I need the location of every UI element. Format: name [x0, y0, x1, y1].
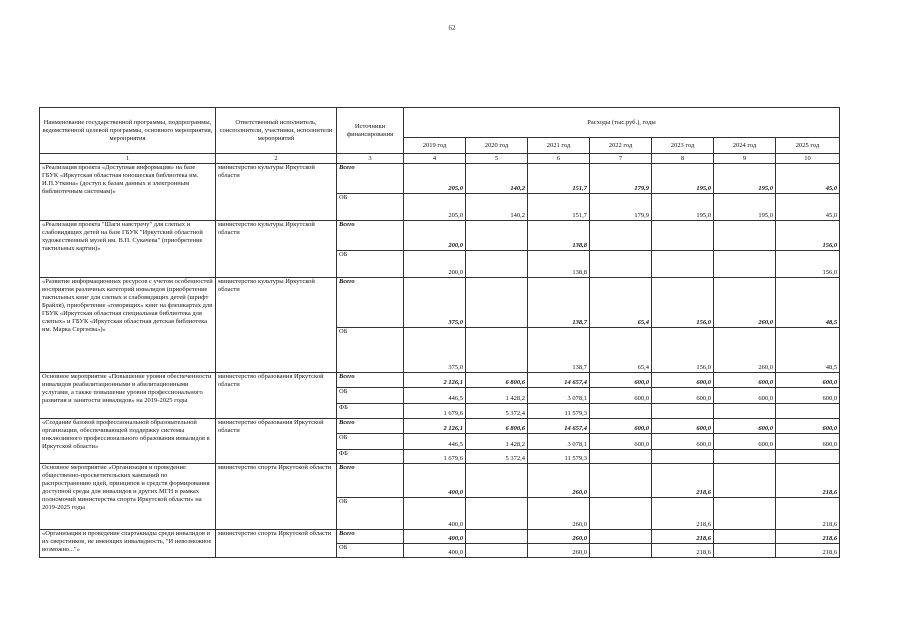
amount-cell: 600,0: [652, 434, 714, 450]
amount-cell: [714, 404, 776, 419]
amount-cell: 400,0: [404, 464, 466, 498]
amount-cell: 156,0: [652, 328, 714, 373]
amount-cell: [466, 221, 528, 251]
amount-cell: 600,0: [776, 373, 840, 388]
amount-cell: 200,0: [404, 251, 466, 278]
header-year: 2022 год: [590, 138, 652, 154]
activity-name-cell: Основное мероприятие «Организация и проведение общественно-просветительских кампаний по распространению идей, принципов и средств формирования доступной среды для инвалидов и других МГН в рамках полномочий министерства спорта Иркутской области» на 2019-2025 годы: [40, 464, 216, 530]
amount-cell: 195,0: [714, 164, 776, 194]
amount-cell: 600,0: [714, 434, 776, 450]
source-cell: Всего: [337, 164, 404, 194]
column-number: 4: [404, 154, 466, 164]
amount-cell: 11 579,3: [528, 404, 590, 419]
source-cell: Всего: [337, 464, 404, 498]
amount-cell: 138,8: [528, 251, 590, 278]
amount-cell: 446,5: [404, 434, 466, 450]
source-cell: Всего: [337, 419, 404, 434]
amount-cell: 218,6: [652, 544, 714, 558]
amount-cell: 195,0: [652, 164, 714, 194]
activity-name-cell: «Реализация проекта "Шаги навстречу" для слепых и слабовидящих детей на базе ГБУК "Иркутский областной художественный музей им. В.П. Сукачева" (приобретение тактильных картин)»: [40, 221, 216, 278]
amount-cell: [466, 328, 528, 373]
amount-cell: 14 657,4: [528, 373, 590, 388]
amount-cell: 14 657,4: [528, 419, 590, 434]
amount-cell: 138,7: [528, 328, 590, 373]
column-number: 6: [528, 154, 590, 164]
header-sources: Источники финансирования: [337, 108, 404, 154]
source-cell: Всего: [337, 530, 404, 544]
amount-cell: 1 679,6: [404, 404, 466, 419]
amount-cell: 3 078,1: [528, 388, 590, 404]
amount-cell: 5 372,4: [466, 404, 528, 419]
amount-cell: [714, 251, 776, 278]
amount-cell: 1 428,2: [466, 434, 528, 450]
amount-cell: 45,0: [776, 164, 840, 194]
amount-cell: 260,0: [714, 278, 776, 328]
amount-cell: [466, 278, 528, 328]
amount-cell: 156,0: [776, 251, 840, 278]
amount-cell: 400,0: [404, 530, 466, 544]
responsible-cell: министерство образования Иркутской области: [216, 373, 337, 419]
amount-cell: [776, 450, 840, 464]
activity-name-cell: Основное мероприятие «Повышение уровня обеспеченности инвалидов реабилитационными и абилитационными услугами, а также повышение уровня профессионального развития и занятости инвалидов» на 2019-2025 годы: [40, 373, 216, 419]
amount-cell: 11 579,3: [528, 450, 590, 464]
responsible-cell: министерство культуры Иркутской области: [216, 221, 337, 278]
amount-cell: 260,0: [714, 328, 776, 373]
amount-cell: 140,2: [466, 164, 528, 194]
amount-cell: 600,0: [776, 388, 840, 404]
header-year: 2023 год: [652, 138, 714, 154]
amount-cell: 3 078,1: [528, 434, 590, 450]
activity-name-cell: «Организация и проведение спартакиады среди инвалидов и их сверстников, не имеющих инвалидность, "И невозможное возможно..."»: [40, 530, 216, 558]
amount-cell: 600,0: [776, 419, 840, 434]
amount-cell: 205,0: [404, 194, 466, 221]
header-year: 2025 год: [776, 138, 840, 154]
amount-cell: 5 372,4: [466, 450, 528, 464]
source-cell: Всего: [337, 221, 404, 251]
column-number: 7: [590, 154, 652, 164]
amount-cell: 375,0: [404, 278, 466, 328]
amount-cell: 138,7: [528, 278, 590, 328]
header-year: 2021 год: [528, 138, 590, 154]
column-number: 8: [652, 154, 714, 164]
amount-cell: [714, 221, 776, 251]
amount-cell: 600,0: [590, 373, 652, 388]
amount-cell: [714, 544, 776, 558]
amount-cell: 600,0: [714, 419, 776, 434]
source-cell: ОБ: [337, 328, 404, 373]
source-cell: ФБ: [337, 404, 404, 419]
column-number: 9: [714, 154, 776, 164]
header-responsible: Ответственный исполнитель, соисполнители, участники, исполнители мероприятий: [216, 108, 337, 154]
amount-cell: [590, 404, 652, 419]
amount-cell: [590, 464, 652, 498]
amount-cell: 48,5: [776, 328, 840, 373]
page-number: 62: [448, 24, 456, 32]
amount-cell: 600,0: [652, 373, 714, 388]
source-cell: ОБ: [337, 434, 404, 450]
amount-cell: 195,0: [652, 194, 714, 221]
amount-cell: 260,0: [528, 544, 590, 558]
amount-cell: [652, 450, 714, 464]
header-year: 2020 год: [466, 138, 528, 154]
amount-cell: 600,0: [652, 419, 714, 434]
amount-cell: 65,4: [590, 278, 652, 328]
responsible-cell: министерство образования Иркутской области: [216, 419, 337, 464]
amount-cell: 195,0: [714, 194, 776, 221]
amount-cell: [590, 251, 652, 278]
amount-cell: [590, 450, 652, 464]
amount-cell: [714, 498, 776, 530]
column-number: 2: [216, 154, 337, 164]
amount-cell: 446,5: [404, 388, 466, 404]
responsible-cell: министерство спорта Иркутской области: [216, 530, 337, 558]
column-number: 3: [337, 154, 404, 164]
amount-cell: [652, 221, 714, 251]
amount-cell: 138,8: [528, 221, 590, 251]
amount-cell: 151,7: [528, 194, 590, 221]
source-cell: Всего: [337, 278, 404, 328]
column-number: 5: [466, 154, 528, 164]
amount-cell: 600,0: [714, 388, 776, 404]
amount-cell: [466, 498, 528, 530]
amount-cell: 6 800,6: [466, 373, 528, 388]
amount-cell: 218,6: [652, 498, 714, 530]
amount-cell: 260,0: [528, 530, 590, 544]
table-row: [40, 373, 840, 388]
amount-cell: 600,0: [590, 388, 652, 404]
amount-cell: 1 428,2: [466, 388, 528, 404]
activity-name-cell: «Развитие информационных ресурсов с учетом особенностей восприятия различных категорий инвалидов (приобретение тактильных книг для слепых и слабовидящих детей (шрифт Брайля), приобретение «говорящих» книг на флешкартах для ГБУК «Иркутская областная специальная библиотека для слепых» и ГБУК «Иркутская областная детская библиотека им. Марка Сергеева»)»: [40, 278, 216, 373]
amount-cell: 218,6: [776, 530, 840, 544]
amount-cell: 6 800,6: [466, 419, 528, 434]
amount-cell: 218,6: [776, 464, 840, 498]
amount-cell: [652, 251, 714, 278]
amount-cell: [590, 530, 652, 544]
amount-cell: 218,6: [776, 498, 840, 530]
amount-cell: 2 126,1: [404, 373, 466, 388]
amount-cell: 400,0: [404, 544, 466, 558]
amount-cell: 156,0: [776, 221, 840, 251]
source-cell: ОБ: [337, 388, 404, 404]
amount-cell: 179,9: [590, 164, 652, 194]
amount-cell: 205,0: [404, 164, 466, 194]
source-cell: ОБ: [337, 498, 404, 530]
table-row: [40, 278, 840, 328]
responsible-cell: министерство культуры Иркутской области: [216, 278, 337, 373]
amount-cell: [466, 530, 528, 544]
amount-cell: 600,0: [652, 388, 714, 404]
amount-cell: 600,0: [776, 434, 840, 450]
amount-cell: 179,9: [590, 194, 652, 221]
responsible-cell: министерство спорта Иркутской области: [216, 464, 337, 530]
responsible-cell: министерство культуры Иркутской области: [216, 164, 337, 221]
header-expenses: Расходы (тыс.руб.), годы: [404, 108, 840, 138]
header-year: 2019 год: [404, 138, 466, 154]
source-cell: Всего: [337, 373, 404, 388]
amount-cell: 260,0: [528, 498, 590, 530]
amount-cell: [714, 464, 776, 498]
amount-cell: 400,0: [404, 498, 466, 530]
table-row: [40, 164, 840, 194]
amount-cell: 151,7: [528, 164, 590, 194]
amount-cell: 600,0: [590, 434, 652, 450]
amount-cell: [466, 251, 528, 278]
activity-name-cell: «Создание базовой профессиональной образовательной организации, обеспечивающей поддержку системы инклюзивного профессионального образования инвалидов в Иркутской области»: [40, 419, 216, 464]
source-cell: ФБ: [337, 450, 404, 464]
amount-cell: [466, 464, 528, 498]
table-row: [40, 419, 840, 434]
table-row: [40, 221, 840, 251]
amount-cell: 260,0: [528, 464, 590, 498]
source-cell: ОБ: [337, 251, 404, 278]
amount-cell: [590, 221, 652, 251]
amount-cell: 140,2: [466, 194, 528, 221]
amount-cell: 218,6: [652, 530, 714, 544]
amount-cell: 48,5: [776, 278, 840, 328]
amount-cell: 600,0: [714, 373, 776, 388]
table-row: [40, 464, 840, 498]
amount-cell: 45,0: [776, 194, 840, 221]
table-body: [40, 164, 840, 558]
column-number: 1: [40, 154, 216, 164]
amount-cell: [590, 498, 652, 530]
amount-cell: [590, 544, 652, 558]
amount-cell: 65,4: [590, 328, 652, 373]
amount-cell: 218,6: [776, 544, 840, 558]
header-name: Наименование государственной программы, подпрограммы, ведомственной целевой программы, основного мероприятия, мероприятия: [40, 108, 216, 154]
source-cell: ОБ: [337, 544, 404, 558]
header-year: 2024 год: [714, 138, 776, 154]
amount-cell: [776, 404, 840, 419]
activity-name-cell: «Реализация проекта «Доступная информация» на базе ГБУК «Иркутская областная юношеская библиотека им. И.П.Уткина» (доступ к базам данных и электронным библиотечным системам)»: [40, 164, 216, 221]
amount-cell: [652, 404, 714, 419]
amount-cell: 600,0: [590, 419, 652, 434]
budget-table: [39, 107, 840, 558]
amount-cell: [714, 530, 776, 544]
source-cell: ОБ: [337, 194, 404, 221]
amount-cell: 2 126,1: [404, 419, 466, 434]
amount-cell: 218,6: [652, 464, 714, 498]
amount-cell: [714, 450, 776, 464]
column-number: 10: [776, 154, 840, 164]
amount-cell: [466, 544, 528, 558]
table-row: [40, 530, 840, 544]
amount-cell: 1 679,6: [404, 450, 466, 464]
amount-cell: 200,0: [404, 221, 466, 251]
amount-cell: 375,0: [404, 328, 466, 373]
amount-cell: 156,0: [652, 278, 714, 328]
